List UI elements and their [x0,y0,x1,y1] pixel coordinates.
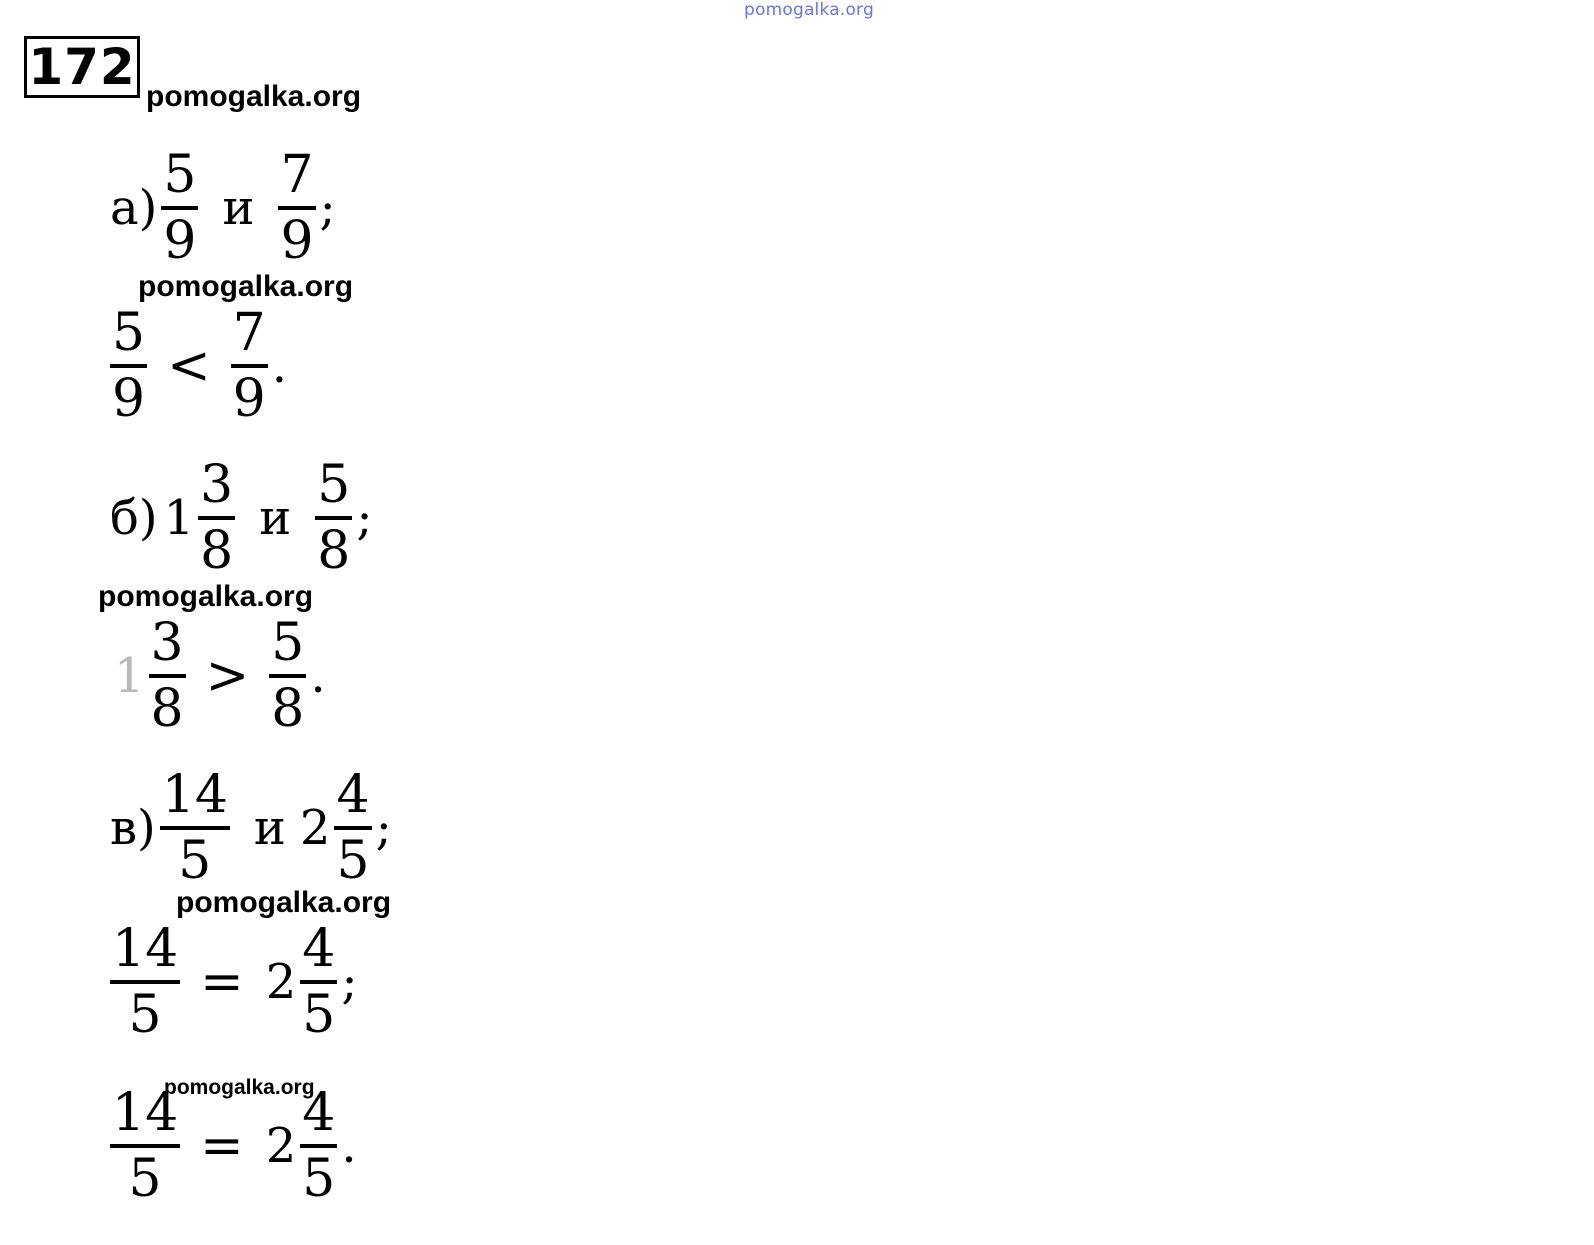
fraction [198,456,235,580]
denominator: 9 [280,211,314,271]
fraction [110,1084,180,1208]
part-b-answer [108,614,326,738]
whole-part: 1 [163,490,195,546]
denominator: 9 [232,369,266,429]
denominator: 5 [128,1149,162,1209]
fraction [300,920,337,1044]
punctuation: ; [341,954,358,1010]
part-a-question [110,146,336,270]
fraction [231,304,268,428]
punctuation: ; [375,800,392,856]
denominator: 8 [150,679,184,739]
conjunction: и [259,490,292,546]
fraction-bar [300,980,337,984]
part-c-answer [106,1084,357,1208]
fraction-bar [300,1144,337,1148]
fraction-bar [110,364,147,368]
whole-part: 2 [265,954,297,1010]
fraction [315,456,352,580]
fraction [149,614,186,738]
numerator: 7 [280,145,314,205]
watermark: pomogalka.org [138,270,354,303]
fraction-bar [334,826,371,830]
fraction [161,146,198,270]
numerator: 14 [112,1083,179,1143]
denominator: 9 [163,211,197,271]
part-label: в) [110,800,156,856]
punctuation: . [310,648,326,704]
denominator: 5 [336,831,370,891]
fraction-bar [278,206,315,210]
comparison-sign: > [205,646,250,706]
numerator: 5 [163,145,197,205]
whole-part: 2 [299,800,331,856]
conjunction: и [222,180,255,236]
part-a-answer [106,304,287,428]
whole-part: 1 [114,648,145,704]
fraction-bar [269,674,306,678]
watermark: pomogalka.org [98,580,314,613]
fraction-bar [161,206,198,210]
denominator: 8 [317,521,351,581]
numerator: 5 [317,455,351,515]
watermark: pomogalka.org [146,80,362,113]
punctuation: ; [356,490,373,546]
fraction [278,146,315,270]
fraction [160,766,230,890]
numerator: 7 [232,303,266,363]
equals-sign: = [200,952,244,1012]
numerator: 4 [302,919,336,979]
comparison-sign: < [167,336,211,396]
numerator: 5 [112,303,146,363]
part-label: а) [110,180,158,236]
fraction-bar [110,1144,180,1148]
denominator: 8 [200,521,234,581]
punctuation: . [271,338,288,394]
fraction [110,920,180,1044]
part-c-question [110,766,392,890]
numerator: 14 [112,919,179,979]
numerator: 14 [161,765,228,825]
numerator: 4 [302,1083,336,1143]
conjunction: и [253,800,286,856]
fraction-bar [110,980,180,984]
denominator: 5 [178,831,212,891]
fraction-bar [160,826,230,830]
part-c-conversion [106,920,358,1044]
fraction [334,766,371,890]
denominator: 8 [271,679,305,739]
watermark: pomogalka.org [164,1076,315,1099]
punctuation: ; [319,180,336,236]
fraction-bar [149,674,186,678]
fraction-bar [198,516,235,520]
whole-part: 2 [265,1118,297,1174]
numerator: 3 [150,613,184,673]
numerator: 3 [200,455,234,515]
fraction-bar [231,364,268,368]
punctuation: . [341,1118,357,1174]
denominator: 5 [302,1149,336,1209]
denominator: 5 [302,985,336,1045]
fraction-bar [315,516,352,520]
denominator: 9 [112,369,146,429]
task-number: 172 [24,36,140,98]
denominator: 5 [128,985,162,1045]
part-b-question [110,456,373,580]
fraction [300,1084,337,1208]
numerator: 5 [271,613,305,673]
fraction [110,304,147,428]
equals-sign: = [200,1116,244,1176]
numerator: 4 [336,765,370,825]
watermark: pomogalka.org [176,886,392,919]
fraction [269,614,306,738]
watermark-top: pomogalka.org [744,0,874,20]
part-label: б) [110,490,158,546]
